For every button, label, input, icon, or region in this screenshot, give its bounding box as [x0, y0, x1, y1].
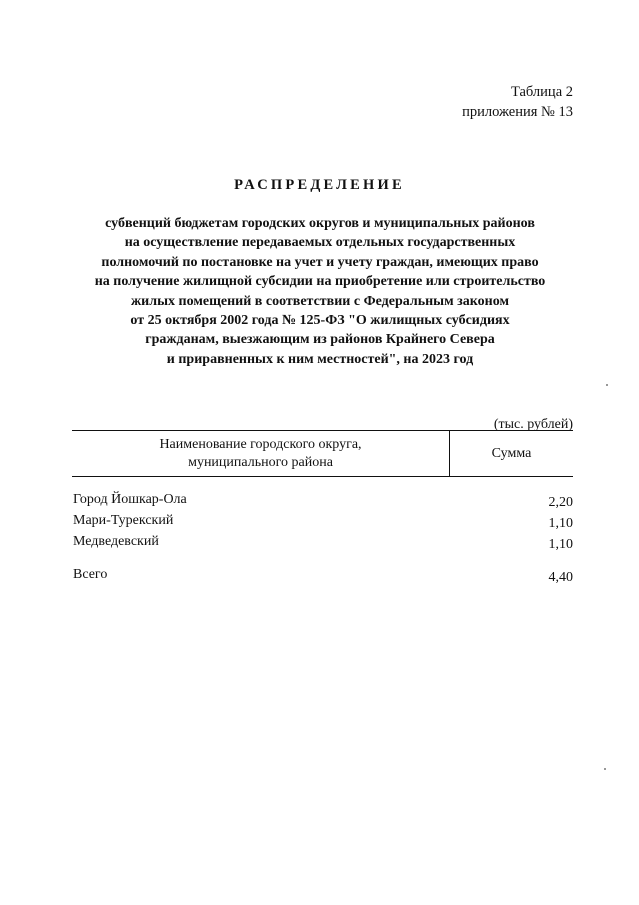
row-value: 1,10 [548, 516, 573, 531]
document-title: РАСПРЕДЕЛЕНИЕ [234, 177, 405, 193]
document-subtitle [60, 214, 580, 369]
table-row [73, 490, 573, 511]
table-header [72, 430, 573, 477]
subtitle-line: на осуществление передаваемых отдельных государственных [124, 235, 516, 251]
table-number: Таблица 2 [510, 84, 573, 100]
subtitle-line: от 25 октября 2002 года № 125-ФЗ "О жилищных субсидиях [130, 313, 510, 329]
row-name: Медведевский [73, 534, 159, 549]
column-header-name-line: муниципального района [188, 455, 333, 470]
table-total-row [73, 565, 573, 586]
subtitle-line: субвенций бюджетам городских округов и муниципальных районов [105, 216, 535, 231]
row-value: 1,10 [548, 537, 573, 552]
row-value: 2,20 [548, 495, 573, 510]
table-row [73, 532, 573, 553]
total-value: 4,40 [548, 570, 573, 585]
subtitle-line: и приравненных к ним местностей", на 2023 год [166, 351, 474, 367]
column-header-name [72, 431, 450, 476]
units-label: (тыс. рублей) [493, 417, 573, 432]
table-reference [462, 82, 573, 122]
subtitle-line: на получение жилищной субсидии на приобретение или строительство [94, 274, 546, 290]
scan-speck [604, 768, 606, 770]
total-label: Всего [73, 567, 108, 582]
row-name: Мари-Турекский [73, 513, 174, 528]
subtitle-line: гражданам, выезжающим из районов Крайнего Севера [145, 332, 495, 348]
row-name: Город Йошкар-Ола [73, 492, 187, 507]
subtitle-line: жилых помещений в соответствии с Федеральным законом [131, 293, 509, 309]
appendix-number: приложения № 13 [462, 104, 573, 120]
subtitle-line: полномочий по постановке на учет и учету граждан, имеющих право [101, 254, 539, 270]
scan-speck [606, 384, 608, 386]
column-header-sum: Сумма [491, 446, 532, 461]
column-header-name-line: Наименование городского округа, [159, 437, 362, 452]
table-body [73, 490, 573, 586]
table-row [73, 511, 573, 532]
